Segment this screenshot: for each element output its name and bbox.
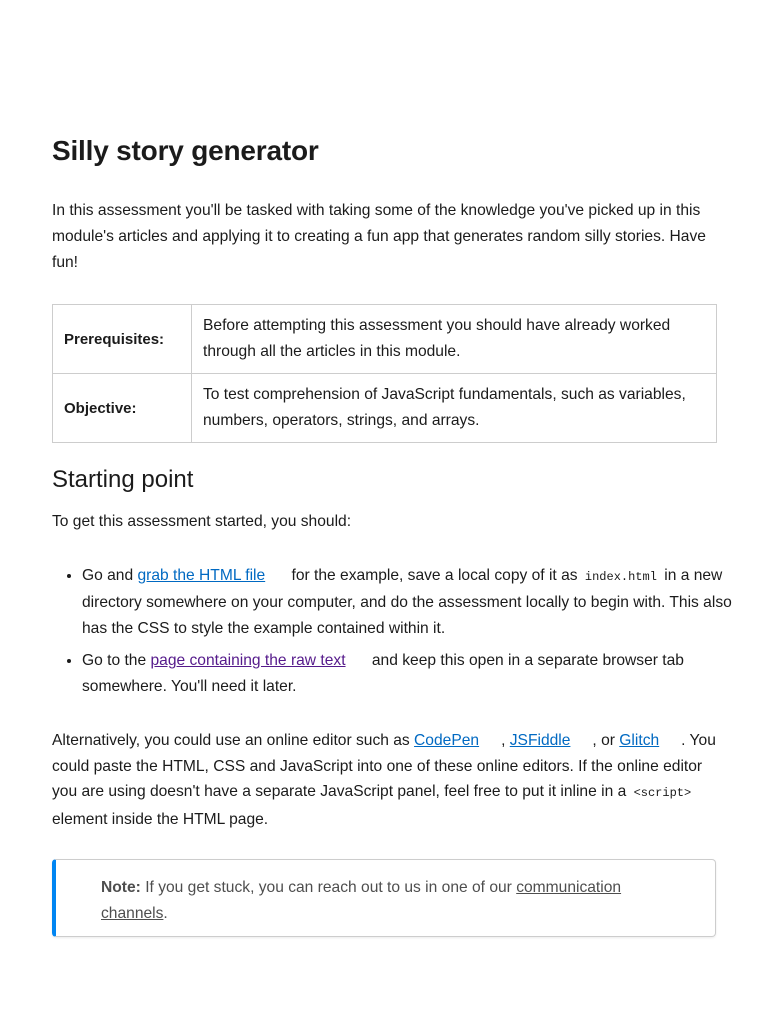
intro-paragraph: In this assessment you'll be tasked with taking some of the knowledge you've picked up in this module's articles and applying it to creating a fun app that generates random silly stories. Have fun! bbox=[52, 202, 706, 271]
table-row bbox=[53, 374, 717, 443]
note-end: . bbox=[163, 905, 168, 922]
step-text: and keep this open in a separate browser tab somewhere. You'll need it later. bbox=[82, 652, 684, 695]
external-link-icon bbox=[269, 570, 283, 580]
objective-label: Objective: bbox=[53, 374, 192, 443]
glitch-link[interactable]: Glitch bbox=[619, 732, 660, 749]
note-callout bbox=[52, 859, 716, 937]
external-link-icon bbox=[350, 655, 364, 665]
steps-list bbox=[52, 563, 754, 706]
note-label: Note: bbox=[101, 879, 141, 896]
step-text: Go and bbox=[82, 567, 138, 584]
page-title: Silly story generator bbox=[52, 135, 319, 166]
note-body: If you get stuck, you can reach out to us in one of our bbox=[140, 879, 517, 896]
starting-point-heading: Starting point bbox=[52, 466, 194, 493]
index-html-code: index.html bbox=[584, 570, 657, 584]
alt-text: . You could paste the HTML, CSS and JavaScript into one of these online editors. If the online editor you are using doesn't have a separate JavaScript panel, feel free to put it inline in a bbox=[52, 732, 716, 800]
step-text: for the example, save a local copy of it as bbox=[287, 567, 582, 584]
prerequisites-label: Prerequisites: bbox=[53, 305, 192, 374]
alt-text: , bbox=[501, 732, 510, 749]
note-text bbox=[101, 875, 691, 927]
alternative-paragraph bbox=[52, 728, 724, 832]
list-item bbox=[82, 563, 754, 642]
external-link-icon bbox=[574, 735, 588, 745]
raw-text-page-link[interactable]: page containing the raw text bbox=[150, 652, 346, 669]
script-code: <script> bbox=[633, 786, 692, 800]
external-link-icon bbox=[483, 735, 497, 745]
alt-text: element inside the HTML page. bbox=[52, 810, 269, 828]
codepen-link[interactable]: CodePen bbox=[414, 732, 480, 749]
prerequisites-value: Before attempting this assessment you should have already worked through all the articles in this module. bbox=[192, 305, 717, 374]
communication-channels-link[interactable]: communication channels bbox=[101, 879, 622, 922]
step-text: in a new directory somewhere on your computer, and do the assessment locally to begin with. This also has the CSS to style the example contained within it. bbox=[82, 567, 732, 637]
table-row bbox=[53, 305, 717, 374]
external-link-icon bbox=[663, 735, 677, 745]
list-item bbox=[82, 648, 754, 700]
jsfiddle-link[interactable]: JSFiddle bbox=[509, 732, 571, 749]
assessment-info-table bbox=[52, 304, 717, 443]
step-text: Go to the bbox=[82, 652, 151, 669]
alt-text: , or bbox=[592, 732, 620, 749]
objective-value: To test comprehension of JavaScript fundamentals, such as variables, numbers, operators, strings, and arrays. bbox=[192, 374, 717, 443]
starting-point-lead: To get this assessment started, you should: bbox=[52, 513, 352, 530]
grab-html-file-link[interactable]: grab the HTML file bbox=[137, 567, 266, 584]
alt-text: Alternatively, you could use an online editor such as bbox=[52, 732, 415, 749]
